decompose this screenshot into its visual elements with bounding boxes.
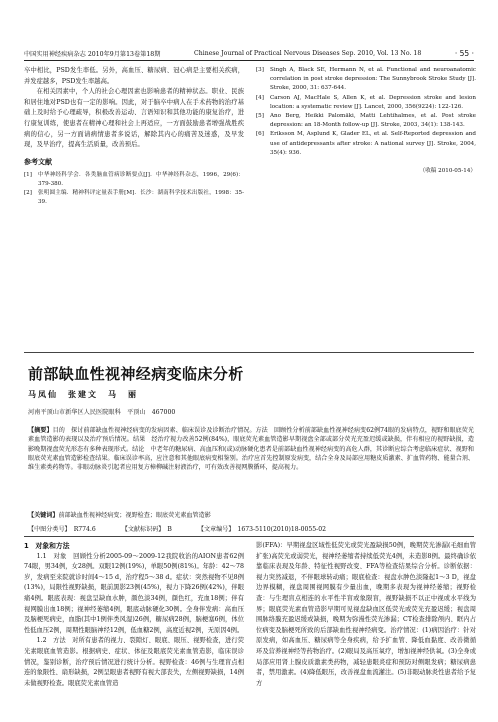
prev-article-left-column xyxy=(24,66,244,344)
keywords-text: 前部缺血性视神经病变；视野检查；眼底荧光素血管造影 xyxy=(58,512,211,519)
article-body xyxy=(24,541,476,719)
body-paragraph: 1.1 对象 回顾性分析2005-09～2009-12我院收治的AION患者62例74眼，男34例，女28例。双眼12例(19%)，单眼50例(81%)。年龄：42～78岁，发病至来院就诊时间4～15 d，治疗程5～38 d。症状：突然视物不见8例(13%)，局限性视野缺损，眼前黑影23例(45%)，视力下降26例(42%)，伴眼痛4例。眼底表现：视盘呈缺血水肿，颜色淡34例，颜色红，充血18例；伴有视网膜出血18例；视神经萎缩4例，眼底动脉硬化30例。全身伴发病：高血压及脑梗死病史，血脂(其中1例伴类风湿)26例，糖尿病28例，脑梗塞6例，体位性低血压2例，周期性眼脑神经12例，低血糖2例，高度近视2例，无原因4例。 xyxy=(24,552,244,634)
classification-line xyxy=(28,524,474,533)
section-divider xyxy=(24,352,474,353)
body-paragraph: 1.2 方法 对所有患者的视力、裂隙灯、眼底、眼压、视野检查，进行荧光素眼底血管造影。根据病史、症状、体征及眼底荧光素血管造影，临床误诊情况，鉴别诊断，治疗预后情况进行统计分析。视野检查：46例与生理盲点相连的象限性、扇形缺损，2例呈眼患者视野有视大部丧失，左侧视野缺损，14例未做视野检查。眼底荧光素血管造 xyxy=(24,637,244,687)
reference-text: 张明圆主编．精神科评定量表手册[M]．长沙：湖南科学技术出版社，1998：35-39. xyxy=(38,190,244,206)
abstract-text: 目的 探讨前部缺血性视神经病变的发病因素、临床误诊及诊断治疗情况。方法 回顾性分析前部缺血性视神经病变62例74眼的发病特点，视野和眼底荧光素血管造影的表现以及治疗预后情况。结果 经治疗视力改善52例(84%)，眼底荧光素血管造影早期视盘全部或部分荧光充盈迟缓或缺损，伴有相应的视野缺损，造影晚期视盘荧光形态有多种表现形式。结论 中老年的糖尿病、高血压和(或)动脉硬化患者是前部缺血性视神经病变的高危人群，其诊断应综合考虑临床症状、视野和眼底荧光素血管造影检查结果。临床误诊率高，应注意和其他眼底病变相鉴别。治疗应首先控制原发病变，结合全身及局部应用糖皮质激素、扩血管药物、能量合剂、维生素类药物等。非眼动脉炎引起者应用复方樟柳碱注射液治疗，可有效改善视网膜循环，提高视力。 xyxy=(28,427,475,472)
reference-number: [4] xyxy=(256,94,264,101)
reference-number: [2] xyxy=(24,190,32,197)
reference-item xyxy=(256,66,476,94)
reference-text: Ano Berg, Heikki Palomäki, Matti Lehtihalmes, et al. Post stroke depression: an 18-Month follow-up [J]. Stroke, 2003, 34(1): 138-143. xyxy=(270,113,476,129)
reference-number: [6] xyxy=(256,131,264,138)
article-title: 前部缺血性视神经病变临床分析 xyxy=(28,365,244,383)
keywords xyxy=(28,510,474,519)
header-journal-en: Chinese Journal of Practical Nervous Diseases Sep. 2010, Vol. 13 No. 18 xyxy=(194,49,422,57)
reference-number: [5] xyxy=(256,113,264,120)
class-number: 【中图分类号】 R774.6 xyxy=(28,526,96,533)
document-code: 【文献标识码】 B xyxy=(121,526,172,533)
references-heading: 参考文献 xyxy=(24,157,52,166)
page-number: · 55 · xyxy=(454,48,474,58)
abstract xyxy=(28,426,474,472)
author-affiliation: 河南平顶山市新华区人民医院眼科 平顶山 467000 xyxy=(28,409,176,416)
reference-item xyxy=(24,171,244,189)
abstract-label: 【摘要】 xyxy=(28,427,53,434)
reference-text: Eriksson M, Asplund K, Glader EL, et al. Self-Reported depression and use of antidepressants after stroke: A national survey [J]. Stroke, 2004, 35(4): 936. xyxy=(270,131,476,156)
running-header xyxy=(24,46,474,61)
article-authors: 马凤仙 张建文 马 丽 xyxy=(28,389,138,399)
reference-text: Singh A, Black SE, Hermann N, et al. Functional and neuroanatomic correlation in post stroke depression: The Sunnybrook Stroke Study [J]. Stroke, 2000, 31: 637-644. xyxy=(270,67,476,92)
body-right-column xyxy=(256,541,476,719)
prev-article-right-column xyxy=(256,66,476,344)
header-journal-cn: 中国实用神经疾病杂志 2010年9月第13卷第18期 xyxy=(24,50,161,58)
prev-paragraph-1: 卒中相比，PSD发生率低。另外，高血压、糖尿病、冠心病是主要相关疾病，并发症越多，PSD发生率越高。 xyxy=(24,67,244,85)
section-divider xyxy=(24,536,474,537)
reference-item xyxy=(256,94,476,112)
reference-number: [1] xyxy=(24,171,32,178)
received-date: （收稿 2010-05-14） xyxy=(419,168,476,175)
reference-item xyxy=(256,112,476,130)
body-left-column xyxy=(24,541,244,719)
reference-number: [3] xyxy=(256,67,264,73)
article-number: 【文章编号】 1673-5110(2010)18-0055-02 xyxy=(197,526,327,533)
reference-item xyxy=(256,130,476,158)
reference-item xyxy=(24,189,244,207)
prev-paragraph-2: 在相关因素中，个人的社会心理因素也影响患者的精神状态。职业、民族和居住地对PSD也有一定的影响。因此，对于脑卒中病人在手术药物的治疗基础上及时给予心理疏导，积极改善运动、言语知识和其他功能的康复治疗，进行康复训练，使患者在精神心理和社会上再适应，一方面鼓励患者增强战胜疾病的信心，另一方面请病情患者多说话，解除其内心的痛苦及迷惑，及早发现，及早治疗，提高生活质量，改善预后。 xyxy=(24,88,244,149)
previous-article-continuation xyxy=(24,66,476,344)
reference-text: Carson AJ, MacHale S, Allen K, et al. Depression stroke and lesion location: a systematic review [J]. Lancet, 2000, 356(9224): 122-126. xyxy=(270,94,476,110)
reference-text: 中华神经科学会．各类脑血管病诊断要点[J]．中华神经科杂志，1996，29(6)：379-380. xyxy=(38,171,244,187)
body-paragraph: 影(FFA)：早期视盘区域性低荧光或荧光盈缺损50例，晚期荧光渗漏(毛细血管扩张)高荧光或弱荧光，视神经萎缩者持续低荧光4例，未造影8例。最终确诊依靠临床表现及年龄、特征性视野改变、FFA等检查结果综合分析。诊断依据：视力突然减退，不伴眼球转动痛；眼底检查：视盘水肿色淡隆起1～3 D，视盘边界模糊，视盘周围视网膜有少量出血，晚期多表现为视神经萎缩；视野检查：与生理盲点相连的水平性半盲或象限盲，视野缺损不以正中视或水平线为界；眼底荧光素血管造影早期可见视盘缺血区低荧光或荧光充盈迟缓；视盘周围脉络膜充盈迟缓或缺损，晚期为弥漫性荧光渗漏；CT检查排除颅内、眶内占位病变及脑梗死所致的后部缺血性视神经病变。治疗情况：(1)病因治疗：针对原发病，如高血压、糖尿病等全身疾病，给予扩血管、降低血黏度、改善微循环及营养视神经等药物治疗。(2)眼局及高压氧疗，增加视神经供氧。(3)全身或局部应用肾上腺皮质激素类药物，减轻患眼炎症和预防对侧眼发病；糖尿病患者，禁用激素。(4)降低眼压，改善视盘血流灌注。(5)非眼动脉炎性患者给予复方 xyxy=(256,542,476,687)
section-heading: 1 对象和方法 xyxy=(24,542,70,550)
keywords-label: 【关键词】 xyxy=(28,512,59,519)
